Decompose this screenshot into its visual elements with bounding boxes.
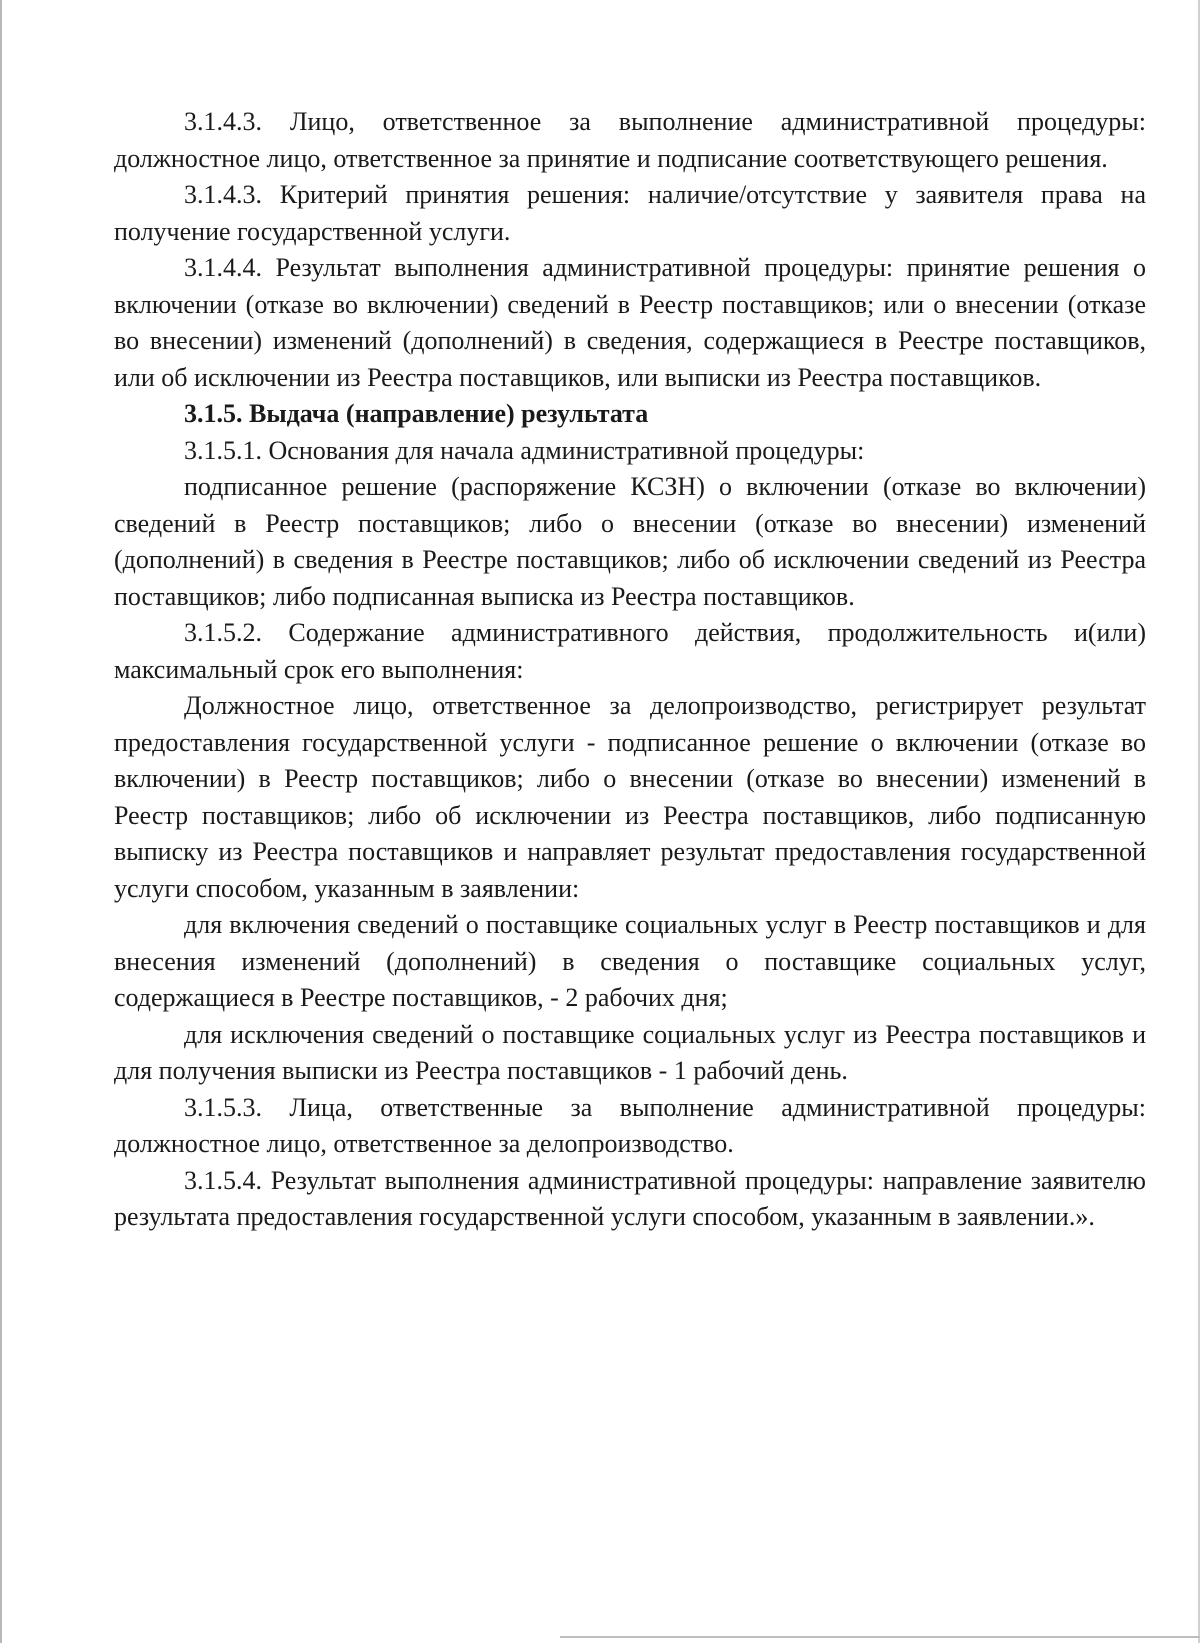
paragraph-3-1-4-4-result: 3.1.4.4. Результат выполнения административной процедуры: принятие решения о включении (отказе во включении) сведений в Реестр поставщиков; или о внесении (отказе во внесении) изменений (дополнений) в сведения, содержащиеся в Реестре поставщиков, или об исключении из Реестра поставщиков, или выписки из Реестра поставщиков. — [114, 253, 1146, 392]
document-body — [114, 104, 1146, 1236]
scan-bottom-edge — [560, 1636, 1200, 1638]
scan-left-edge — [0, 0, 2, 1643]
paragraph-exclusion-term: для исключения сведений о поставщике социальных услуг из Реестра поставщиков и для получения выписки из Реестра поставщиков - 1 рабочий день. — [114, 1019, 1146, 1085]
paragraph-3-1-5-2-content: 3.1.5.2. Содержание административного действия, продолжительность и(или) максимальный срок его выполнения: — [114, 618, 1146, 684]
paragraph-inclusion-term: для включения сведений о поставщике социальных услуг в Реестр поставщиков и для внесения изменений (дополнений) в сведения о поставщике социальных услуг, содержащиеся в Реестре поставщиков, - 2 рабочих дня; — [114, 910, 1146, 1012]
paragraph-3-1-5-4-result: 3.1.5.4. Результат выполнения административной процедуры: направление заявителю результата предоставления государственной услуги способом, указанным в заявлении.». — [114, 1165, 1146, 1231]
paragraph-signed-decision: подписанное решение (распоряжение КСЗН) о включении (отказе во включении) сведений в Реестр поставщиков; либо о внесении (отказе во внесении) изменений (дополнений) в сведения в Реестре поставщиков; либо об исключении сведений из Реестра поставщиков; либо подписанная выписка из Реестра поставщиков. — [114, 472, 1146, 611]
paragraph-3-1-4-3-responsible: 3.1.4.3. Лицо, ответственное за выполнение административной процедуры: должностное лицо, ответственное за принятие и подписание соответствующего решения. — [114, 107, 1146, 173]
paragraph-3-1-5-3-responsible: 3.1.5.3. Лица, ответственные за выполнение административной процедуры: должностное лицо, ответственное за делопроизводство. — [114, 1092, 1146, 1158]
paragraph-3-1-4-3-criterion: 3.1.4.3. Критерий принятия решения: наличие/отсутствие у заявителя права на получение государственной услуги. — [114, 180, 1146, 246]
section-heading-3-1-5: 3.1.5. Выдача (направление) результата — [184, 399, 649, 428]
paragraph-official-registers: Должностное лицо, ответственное за делопроизводство, регистрирует результат предоставления государственной услуги - подписанное решение о включении (отказе во включении) в Реестр поставщиков; либо о внесении (отказе во внесении) изменений в Реестр поставщиков; либо об исключении из Реестра поставщиков, либо подписанную выписку из Реестра поставщиков и направляет результат предоставления государственной услуги способом, указанным в заявлении: — [114, 691, 1146, 903]
paragraph-3-1-5-1-grounds: 3.1.5.1. Основания для начала административной процедуры: — [184, 435, 865, 465]
